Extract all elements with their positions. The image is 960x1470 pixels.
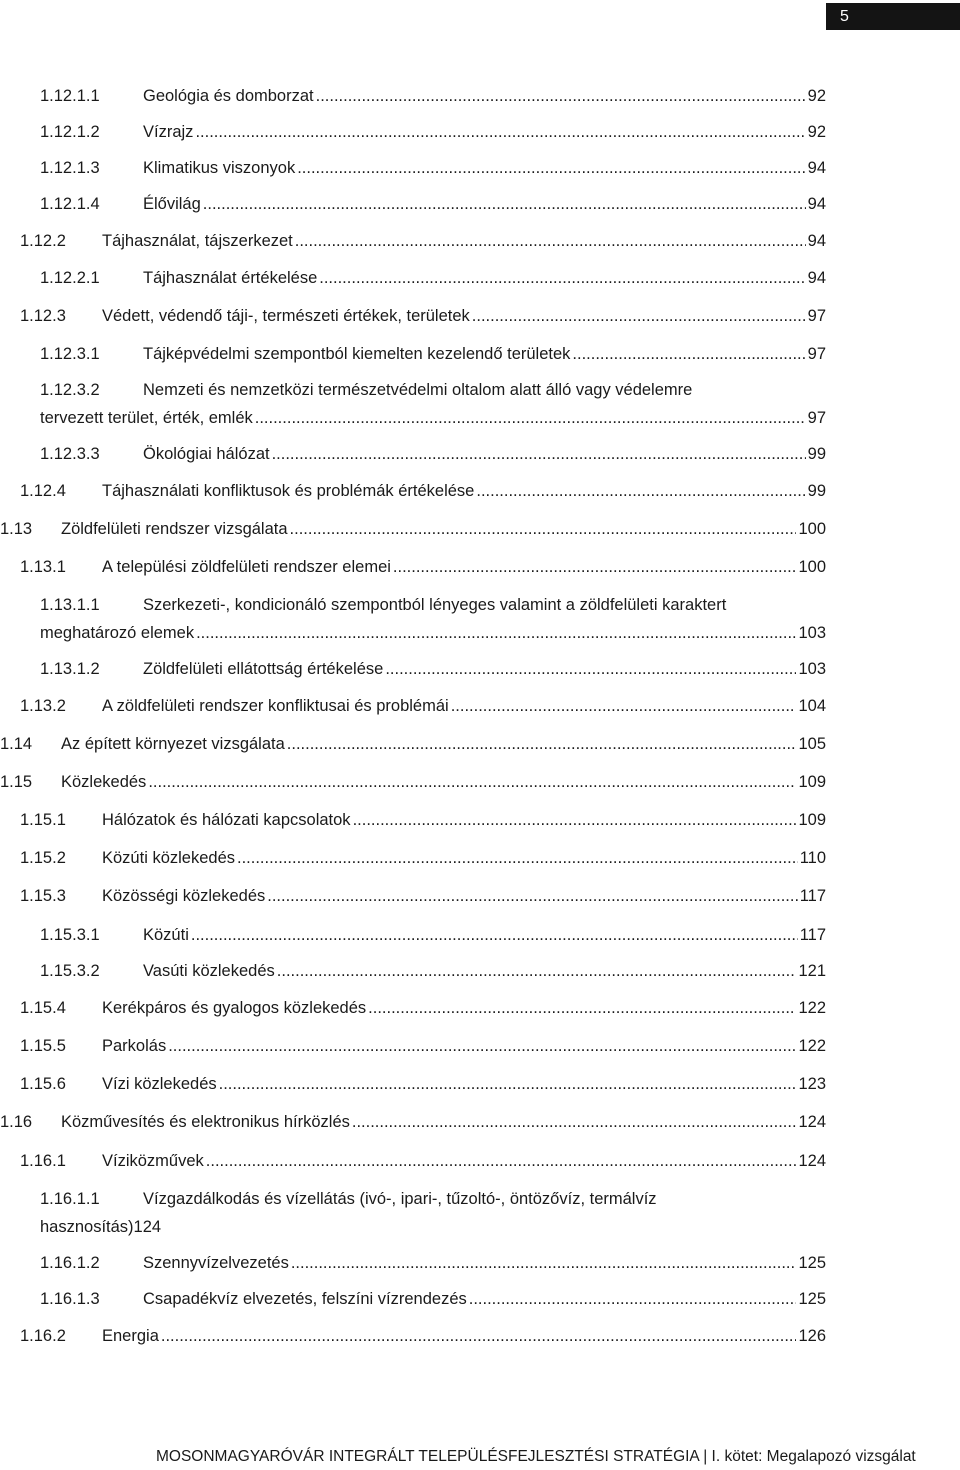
toc-leader-dots — [572, 344, 805, 364]
toc-entry[interactable] — [40, 961, 826, 981]
toc-entry-page: 126 — [798, 1327, 826, 1345]
page-footer: MOSONMAGYARÓVÁR INTEGRÁLT TELEPÜLÉSFEJLESZTÉSI STRATÉGIA | I. kötet: Megalapozó vizsgálat — [156, 1448, 916, 1465]
toc-entry-page: 92 — [807, 123, 826, 141]
toc-entry-page: 103 — [798, 624, 826, 642]
toc-entry-title-continued: tervezett terület, érték, emlék — [40, 409, 253, 427]
toc-entry-title: Energia — [102, 1327, 159, 1345]
toc-entry-title: Hálózatok és hálózati kapcsolatok — [102, 811, 351, 829]
toc-entry-page: 125 — [798, 1290, 826, 1308]
toc-leader-dots — [287, 734, 797, 754]
toc-entry-number: 1.16.1.1 — [40, 1190, 100, 1208]
toc-entry[interactable] — [20, 1151, 826, 1171]
toc-entry-number: 1.13.1 — [20, 558, 66, 576]
toc-entry[interactable] — [0, 519, 826, 539]
toc-entry[interactable] — [20, 231, 826, 251]
toc-entry-title: Zöldfelületi ellátottság értékelése — [143, 660, 384, 678]
toc-entry-page: 110 — [799, 849, 826, 867]
toc-entry-page: 94 — [807, 232, 826, 250]
toc-entry-page: 104 — [798, 697, 826, 715]
toc-entry-title: Csapadékvíz elvezetés, felszíni vízrendezés — [143, 1290, 467, 1308]
toc-leader-dots — [196, 623, 796, 643]
toc-entry-page: 109 — [798, 811, 826, 829]
toc-leader-dots — [297, 158, 805, 178]
toc-entry[interactable] — [20, 696, 826, 716]
toc-entry-number: 1.12.4 — [20, 482, 66, 500]
toc-entry-number: 1.13.1.1 — [40, 596, 100, 614]
toc-entry-page: 124 — [133, 1218, 162, 1236]
toc-leader-dots — [451, 696, 797, 716]
toc-leader-dots — [352, 1112, 797, 1132]
toc-entry-number: 1.13.2 — [20, 697, 66, 715]
toc-entry-number: 1.16.1 — [20, 1152, 66, 1170]
toc-entry-title: A települési zöldfelületi rendszer elemei — [102, 558, 391, 576]
toc-entry-number: 1.12.1.4 — [40, 195, 100, 213]
toc-entry[interactable] — [20, 306, 826, 326]
toc-entry-number: 1.12.1.3 — [40, 159, 100, 177]
page-number-badge: 5 — [826, 3, 960, 30]
toc-entry-page: 99 — [807, 482, 826, 500]
toc-leader-dots — [385, 659, 796, 679]
toc-entry-title: Ökológiai hálózat — [143, 445, 270, 463]
toc-entry-title: Nemzeti és nemzetközi természetvédelmi oltalom alatt álló vagy védelemre — [143, 381, 693, 399]
toc-leader-dots — [368, 998, 796, 1018]
toc-entry[interactable] — [0, 734, 826, 754]
toc-entry[interactable] — [40, 444, 826, 464]
toc-entry-page: 94 — [807, 159, 826, 177]
toc-entry-title: Védett, védendő táji-, természeti értékek, területek — [102, 307, 470, 325]
toc-entry-title: Víziközművek — [102, 1152, 204, 1170]
toc-entry-number: 1.12.3.2 — [40, 381, 100, 399]
toc-leader-dots — [393, 557, 797, 577]
toc-entry-number: 1.15.3.2 — [40, 962, 100, 980]
toc-entry[interactable] — [40, 194, 826, 214]
toc-entry-page: 100 — [798, 558, 826, 576]
toc-entry[interactable] — [20, 481, 826, 501]
toc-leader-dots — [161, 1326, 797, 1346]
toc-entry-page: 99 — [807, 445, 826, 463]
toc-entry-page: 100 — [798, 520, 826, 538]
toc-entry-number: 1.12.2.1 — [40, 269, 100, 287]
toc-leader-dots — [319, 268, 805, 288]
toc-entry-number: 1.16.1.2 — [40, 1254, 100, 1272]
toc-leader-dots — [191, 925, 798, 945]
toc-entry-page: 109 — [798, 773, 826, 791]
toc-entry-number: 1.15.5 — [20, 1037, 66, 1055]
toc-leader-dots — [195, 122, 805, 142]
toc-entry-page: 123 — [798, 1075, 826, 1093]
toc-entry[interactable] — [40, 122, 826, 142]
toc-leader-dots — [472, 306, 806, 326]
toc-entry-page: 121 — [798, 962, 826, 980]
toc-entry-page: 97 — [807, 345, 826, 363]
toc-entry[interactable] — [40, 659, 826, 679]
toc-entry[interactable] — [40, 1289, 826, 1309]
toc-entry-page: 105 — [798, 735, 826, 753]
toc-entry-number: 1.13 — [0, 520, 33, 538]
toc-entry[interactable] — [40, 925, 826, 945]
toc-entry[interactable] — [20, 1074, 826, 1094]
toc-entry-title: Közúti — [143, 926, 189, 944]
toc-entry-title: Kerékpáros és gyalogos közlekedés — [102, 999, 367, 1017]
toc-entry-title: Az épített környezet vizsgálata — [61, 735, 285, 753]
toc-leader-dots — [219, 1074, 797, 1094]
toc-entry-title: Zöldfelületi rendszer vizsgálata — [61, 520, 288, 538]
toc-entry[interactable] — [40, 268, 826, 288]
toc-entry-page: 124 — [798, 1152, 826, 1170]
toc-entry[interactable] — [40, 344, 826, 364]
toc-entry-number: 1.12.1.2 — [40, 123, 100, 141]
toc-entry-title: Szerkezeti-, kondicionáló szempontból lényeges valamint a zöldfelületi karaktert — [143, 596, 727, 614]
toc-entry-number: 1.16.2 — [20, 1327, 66, 1345]
toc-entry[interactable] — [40, 595, 826, 643]
toc-entry-number: 1.15.1 — [20, 811, 66, 829]
toc-entry-title: Tájhasználati konfliktusok és problémák értékelése — [102, 482, 475, 500]
toc-entry-page: 124 — [798, 1113, 826, 1131]
toc-entry-title: Klimatikus viszonyok — [143, 159, 296, 177]
toc-entry-title: Közművesítés és elektronikus hírközlés — [61, 1113, 350, 1131]
toc-leader-dots — [255, 408, 806, 428]
toc-leader-dots — [148, 772, 796, 792]
toc-entry[interactable] — [40, 86, 826, 106]
toc-leader-dots — [272, 444, 806, 464]
toc-leader-dots — [237, 848, 798, 868]
toc-entry-page: 117 — [799, 926, 826, 944]
toc-entry-title: Vízrajz — [143, 123, 194, 141]
toc-entry-number: 1.16 — [0, 1113, 33, 1131]
toc-entry-page: 97 — [807, 307, 826, 325]
toc-entry-title: Élővilág — [143, 195, 201, 213]
toc-leader-dots — [206, 1151, 797, 1171]
toc-entry-title-continued: hasznosítás) — [40, 1218, 134, 1236]
toc-entry[interactable] — [20, 810, 826, 830]
toc-entry-title: Vízi közlekedés — [102, 1075, 217, 1093]
toc-entry-title: Tájhasználat értékelése — [143, 269, 318, 287]
toc-entry-number: 1.14 — [0, 735, 33, 753]
toc-entry[interactable] — [40, 158, 826, 178]
toc-leader-dots — [291, 1253, 797, 1273]
toc-entry-page: 117 — [799, 887, 826, 905]
toc-entry-page: 94 — [807, 195, 826, 213]
toc-entry-title: Közlekedés — [61, 773, 147, 791]
toc-leader-dots — [353, 810, 797, 830]
toc-entry-title-continued: meghatározó elemek — [40, 624, 195, 642]
toc-entry-title: Tájhasználat, tájszerkezet — [102, 232, 293, 250]
toc-leader-dots — [469, 1289, 797, 1309]
toc-entry-page: 92 — [807, 87, 826, 105]
toc-leader-dots — [476, 481, 805, 501]
toc-entry[interactable] — [20, 998, 826, 1018]
toc-entry-number: 1.12.3.3 — [40, 445, 100, 463]
toc-entry-number: 1.12.2 — [20, 232, 66, 250]
toc-entry-number: 1.15.3.1 — [40, 926, 100, 944]
toc-entry-page: 125 — [798, 1254, 826, 1272]
toc-leader-dots — [203, 194, 806, 214]
toc-leader-dots — [295, 231, 806, 251]
toc-entry-title: A zöldfelületi rendszer konfliktusai és problémái — [102, 697, 449, 715]
toc-entry-number: 1.15 — [0, 773, 33, 791]
toc-entry-number: 1.12.3 — [20, 307, 66, 325]
toc-entry-number: 1.15.6 — [20, 1075, 66, 1093]
toc-entry-title: Szennyvízelvezetés — [143, 1254, 289, 1272]
toc-entry-title: Geológia és domborzat — [143, 87, 314, 105]
toc-entry-title: Tájképvédelmi szempontból kiemelten kezelendő területek — [143, 345, 571, 363]
toc-entry-number: 1.15.4 — [20, 999, 66, 1017]
toc-entry[interactable] — [20, 886, 826, 906]
toc-entry[interactable] — [0, 772, 826, 792]
toc-entry-number: 1.12.1.1 — [40, 87, 100, 105]
toc-entry-number: 1.16.1.3 — [40, 1290, 100, 1308]
toc-leader-dots — [168, 1036, 796, 1056]
toc-entry-title: Vízgazdálkodás és vízellátás (ivó-, ipari-, tűzoltó-, öntözővíz, termálvíz — [143, 1190, 657, 1208]
toc-leader-dots — [267, 886, 797, 906]
toc-entry[interactable] — [40, 380, 826, 428]
toc-entry-title: Közösségi közlekedés — [102, 887, 266, 905]
toc-entry[interactable] — [20, 848, 826, 868]
toc-entry[interactable] — [40, 1253, 826, 1273]
toc-entry-number: 1.15.3 — [20, 887, 66, 905]
toc-entry-page: 97 — [807, 409, 826, 427]
toc-entry-number: 1.12.3.1 — [40, 345, 100, 363]
toc-entry-number: 1.13.1.2 — [40, 660, 100, 678]
toc-entry-number: 1.15.2 — [20, 849, 66, 867]
toc-entry-page: 94 — [807, 269, 826, 287]
toc-entry[interactable] — [0, 1112, 826, 1132]
toc-entry-page: 103 — [798, 660, 826, 678]
toc-entry-title: Közúti közlekedés — [102, 849, 235, 867]
toc-leader-dots — [277, 961, 797, 981]
toc-leader-dots — [316, 86, 806, 106]
toc-entry[interactable] — [20, 1326, 826, 1346]
toc-entry[interactable] — [20, 557, 826, 577]
toc-entry-page: 122 — [798, 1037, 826, 1055]
toc-entry[interactable] — [40, 1189, 826, 1237]
toc-entry[interactable] — [20, 1036, 826, 1056]
toc-leader-dots — [290, 519, 797, 539]
toc-entry-title: Vasúti közlekedés — [143, 962, 275, 980]
toc-entry-title: Parkolás — [102, 1037, 167, 1055]
toc-entry-page: 122 — [798, 999, 826, 1017]
